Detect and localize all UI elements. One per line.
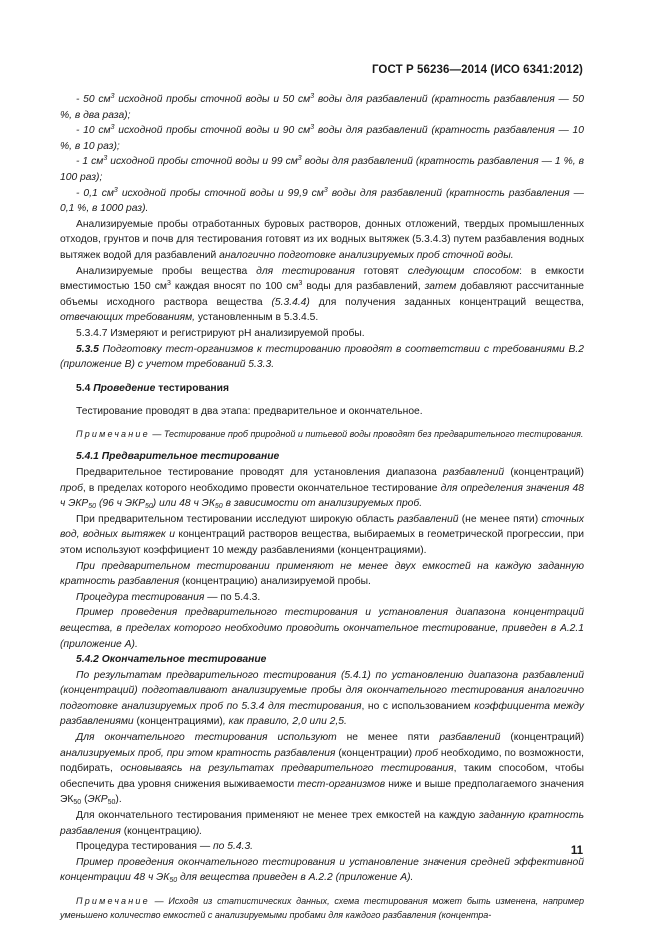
note: Примечание — Исходя из статистических данных, схема тестирования может быть изменена, например уменьшено количество емкостей с анализируемыми пробами для каждого разбавления (концентра- bbox=[60, 896, 584, 920]
note: Примечание — Тестирование проб природной и питьевой воды проводят без предварительного тестирования. bbox=[76, 428, 584, 439]
paragraph: Пример проведения окончательного тестирования и установление значения средней эффективной концентрации 48 ч $ЭК_{50}$ для вещества приведен в А.2.2 (приложение А). bbox=[60, 856, 584, 885]
paragraph: Для окончательного тестирования используют не менее пяти разбавлений (концентраций) анализируемых проб, при этом кратность разбавления (концентрации) проб необходимо, по возможности, подбирать, основываясь на результатах предварительного тестирования, таким способом, чтобы обеспечить два уровня снижения выживаемости тест-организмов ниже и выше предполагаемого значения $ЭК_{50}$ $(ЭКР_{50})$. bbox=[60, 732, 585, 807]
document-body bbox=[60, 92, 584, 922]
section-heading: 5.4 Проведение тестирования bbox=[76, 382, 229, 394]
paragraph: Предварительное тестирование проводят для установления диапазона разбавлений (концентраций) проб, в пределах которого необходимо провести окончательное тестирование для определения значения 48 ч $ЭКР_{50}$ (96 ч $ЭКР_{50}$) или 48 ч $ЭК_{50}$ в зависимости от анализируемых проб. bbox=[60, 466, 584, 511]
paragraph: Для окончательного тестирования применяют не менее трех емкостей на каждую заданную кратность разбавления (концентрацию). bbox=[60, 810, 584, 837]
list-item: - 10 $см^3$ исходной пробы сточной воды и 90 $см^3$ воды для разбавлений (кратность разбавления — 10 %, в 10 раз); bbox=[60, 124, 585, 152]
page-number: 11 bbox=[570, 845, 583, 857]
paragraph: Анализируемые пробы отработанных буровых растворов, донных отложений, твердых промышленных отходов, грунтов и почв для тестирования готовят из их водных вытяжек (5.3.4.3) путем разбавления водных вытяжек водой для разбавлений аналогично подготовке анализируемых проб сточной воды. bbox=[60, 218, 584, 261]
section-heading: 5.4.2 Окончательное тестирование bbox=[76, 654, 267, 666]
section-heading: 5.4.1 Предварительное тестирование bbox=[76, 451, 280, 463]
paragraph: По результатам предварительного тестирования (5.4.1) по установлению диапазона разбавлений (концентраций) подготавливают анализируемые пробы для окончательного тестирования аналогично подготовке анализируемых проб по 5.3.4 для тестирования, но с использованием коэффициента между разбавлениями (концентрациями), как правило, 2,0 или 2,5. bbox=[60, 669, 584, 728]
paragraph: Анализируемые пробы вещества для тестирования готовят следующим способом: в емкости вместимостью 150 $см^3$ каждая вносят по 100 $см^3$ воды для разбавлений, затем добавляют рассчитанные объемы исходного раствора вещества (5.3.4.4) для получения заданных концентраций вещества, отвечающих требованиям, установленным в 5.3.4.5. bbox=[60, 265, 585, 324]
paragraph: Пример проведения предварительного тестирования и установления диапазона концентраций вещества, в пределах которого необходимо проводить окончательное тестирование, приведен в А.2.1 (приложение А). bbox=[60, 607, 584, 650]
paragraph: Процедура тестирования — по 5.4.3. bbox=[76, 841, 254, 853]
paragraph: При предварительном тестировании применяют не менее двух емкостей на каждую заданную кратность разбавления (концентрацию) анализируемой пробы. bbox=[60, 560, 584, 588]
paragraph: 5.3.5 Подготовку тест-организмов к тестированию проводят в соответствии с требованиями В.2 (приложение В) с учетом требований 5.3.3. bbox=[60, 343, 584, 371]
paragraph: Тестирование проводят в два этапа: предварительное и окончательное. bbox=[76, 406, 423, 418]
document-header: ГОСТ Р 56236—2014 (ИСО 6341:2012) bbox=[371, 64, 583, 76]
list-item: - 50 $см^3$ исходной пробы сточной воды и 50 $см^3$ воды для разбавлений (кратность разбавления — 50 %, в два раза); bbox=[60, 93, 585, 121]
paragraph: Процедура тестирования — по 5.4.3. bbox=[76, 591, 261, 603]
paragraph: При предварительном тестировании исследуют широкую область разбавлений (не менее пяти) сточных вод, водных вытяжек и концентраций растворов вещества, выбираемых в геометрической прогрессии, при этом используют коэффициент 10 между разбавлениями (концентрациями). bbox=[60, 513, 584, 556]
paragraph: 5.3.4.7 Измеряют и регистрируют рН анализируемой пробы. bbox=[76, 327, 365, 339]
list-item: - 0,1 $см^3$ исходной пробы сточной воды и 99,9 $см^3$ воды для разбавлений (кратность разбавления — 0,1 %, в 1000 раз). bbox=[60, 186, 584, 215]
list-item: - 1 $см^3$ исходной пробы сточной воды и 99 $см^3$ воды для разбавлений (кратность разбавления — 1 %, в 100 раз); bbox=[60, 155, 585, 183]
